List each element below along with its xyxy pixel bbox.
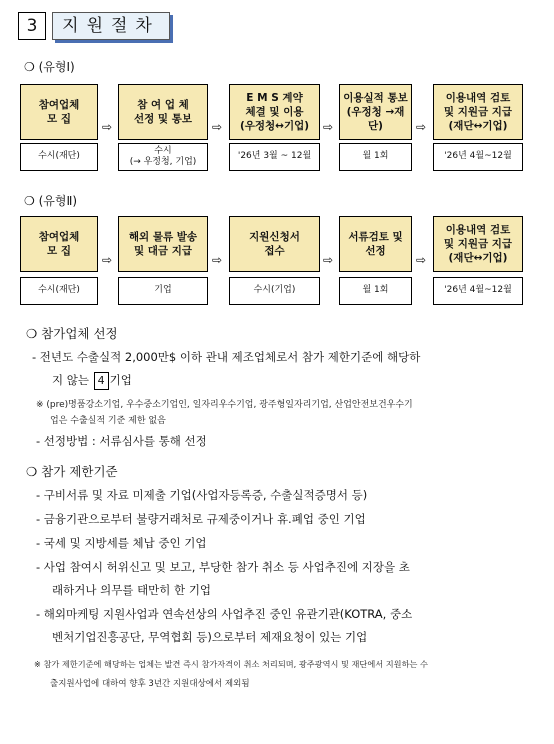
restrictions-note2: 출지원사업에 대하여 향후 3년간 지원대상에서 제외됨	[50, 679, 250, 689]
selection-note2: 업은 수출실적 기준 제한 없음	[50, 416, 166, 426]
type1-step3-sub: '26년 3월 ~ 12월	[229, 143, 320, 171]
type1-step1: 참여업체 모 집	[20, 84, 98, 140]
type2-step5-sub: '26년 4월~12월	[433, 277, 523, 305]
arrow-icon: ⇨	[212, 253, 223, 267]
type1-step4-sub: 월 1회	[339, 143, 412, 171]
arrow-icon: ⇨	[323, 253, 334, 267]
type1-step2: 참 여 업 체 선정 및 통보	[118, 84, 208, 140]
type2-label: ❍ (유형Ⅱ)	[24, 194, 78, 208]
type1-step1-sub: 수시(재단)	[20, 143, 98, 171]
arrow-icon: ⇨	[323, 120, 334, 134]
selection-line2-text: 지 않는	[52, 373, 93, 387]
section-heading: 지원절차	[52, 12, 170, 40]
restriction-item: - 금융기관으로부터 불량거래처로 규제중이거나 휴.폐업 중인 기업	[36, 512, 366, 526]
type2-step3: 지원신청서 접수	[229, 216, 320, 272]
selection-count-badge: 4	[94, 372, 109, 390]
arrow-icon: ⇨	[416, 120, 427, 134]
type1-step2-sub: 수시 (→ 우정청, 기업)	[118, 143, 208, 171]
type1-step5-sub: '26년 4월~12월	[433, 143, 523, 171]
arrow-icon: ⇨	[212, 120, 223, 134]
restriction-item: - 구비서류 및 자료 미제출 기업(사업자등록증, 수출실적증명서 등)	[36, 488, 368, 502]
type2-step5: 이용내역 검토 및 지원금 지급 (재단↔기업)	[433, 216, 523, 272]
restrictions-heading: ❍ 참가 제한기준	[26, 464, 118, 479]
type2-step1-sub: 수시(재단)	[20, 277, 98, 305]
section-title	[18, 12, 170, 42]
type2-step2-sub: 기업	[118, 277, 208, 305]
type2-step4: 서류검토 및 선정	[339, 216, 412, 272]
type2-step3-sub: 수시(기업)	[229, 277, 320, 305]
type1-step3: E M S 계약 체결 및 이용 (우정청↔기업)	[229, 84, 320, 140]
selection-line2-tail: 기업	[109, 373, 132, 387]
section-number: 3	[18, 12, 46, 40]
restriction-item: - 해외마케팅 지원사업과 연속선상의 사업추진 중인 유관기관(KOTRA, 중소	[36, 607, 413, 621]
restrictions-note1: ※ 참가 제한기준에 해당하는 업체는 발견 즉시 참가자격이 취소 처리되며, 광주광역시 및 재단에서 지원하는 수	[34, 659, 428, 669]
arrow-icon: ⇨	[416, 253, 427, 267]
selection-line1: - 전년도 수출실적 2,000만$ 이하 관내 제조업체로서 참가 제한기준에 해당하	[32, 350, 421, 364]
arrow-icon: ⇨	[102, 120, 113, 134]
type2-step4-sub: 월 1회	[339, 277, 412, 305]
restriction-item-cont: 래하거나 의무를 태만히 한 기업	[52, 583, 212, 597]
selection-note1: ※ (pre)명품강소기업, 우수중소기업인, 일자리우수기업, 광주형일자리기업, 산업안전보건우수기	[36, 400, 413, 410]
type1-label: ❍ (유형Ⅰ)	[24, 60, 75, 74]
type2-step1: 참여업체 모 집	[20, 216, 98, 272]
type2-step2: 해외 물류 발송 및 대금 지급	[118, 216, 208, 272]
selection-line2	[52, 372, 132, 390]
restriction-item: - 사업 참여시 허위신고 및 보고, 부당한 참가 취소 등 사업추진에 지장을 초	[36, 560, 410, 574]
restriction-item-cont: 벤처기업진흥공단, 무역협회 등)으로부터 제재요청이 있는 기업	[52, 630, 368, 644]
selection-heading: ❍ 참가업체 선정	[26, 326, 118, 341]
type1-step4: 이용실적 통보 (우정청 →재단)	[339, 84, 412, 140]
selection-method: - 선정방법 : 서류심사를 통해 선정	[36, 434, 207, 448]
restriction-item: - 국세 및 지방세를 체납 중인 기업	[36, 536, 207, 550]
arrow-icon: ⇨	[102, 253, 113, 267]
type1-step5: 이용내역 검토 및 지원금 지급 (재단↔기업)	[433, 84, 523, 140]
